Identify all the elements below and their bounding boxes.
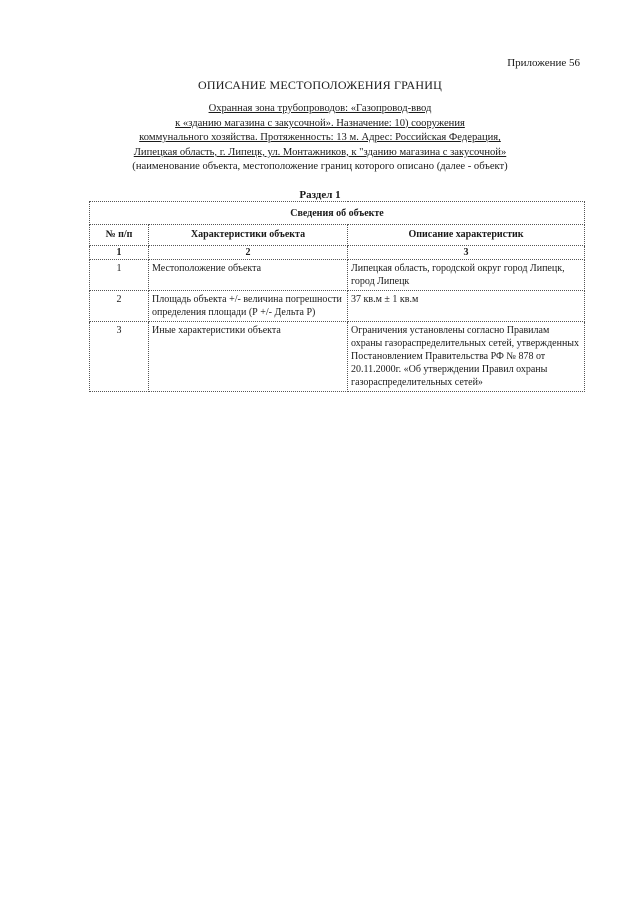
table-row <box>90 291 585 322</box>
table-caption: Сведения об объекте <box>90 202 585 225</box>
row-description: 37 кв.м ± 1 кв.м <box>348 291 585 322</box>
row-num: 1 <box>90 260 149 291</box>
index-cell: 3 <box>348 246 585 260</box>
index-cell: 2 <box>149 246 348 260</box>
table-row <box>90 322 585 392</box>
row-characteristic: Местоположение объекта <box>149 260 348 291</box>
appendix-label: Приложение 56 <box>507 57 580 69</box>
object-name-line: Липецкая область, г. Липецк, ул. Монтажников, к "зданию магазина с закусочной» <box>133 146 507 158</box>
row-characteristic: Площадь объекта +/- величина погрешности определения площади (Р +/- Дельта Р) <box>149 291 348 322</box>
object-name-line: коммунального хозяйства. Протяженность: 13 м. Адрес: Российская Федерация, <box>139 132 501 144</box>
object-name-caption: (наименование объекта, местоположение границ которого описано (далее - объект) <box>132 161 508 173</box>
row-num: 3 <box>90 322 149 392</box>
table-row <box>90 260 585 291</box>
section-title: Раздел 1 <box>299 189 341 201</box>
object-name-line: к «зданию магазина с закусочной». Назначение: 10) сооружения <box>175 117 465 129</box>
document-title: ОПИСАНИЕ МЕСТОПОЛОЖЕНИЯ ГРАНИЦ <box>198 78 442 92</box>
row-description: Ограничения установлены согласно Правилам охраны газораспределительных сетей, утвержденных Постановлением Правительства РФ № 878 от 20.11.2000г. «Об утверждении Правил охраны газораспределительных сетей» <box>348 322 585 392</box>
row-characteristic: Иные характеристики объекта <box>149 322 348 392</box>
row-description: Липецкая область, городской округ город Липецк, город Липецк <box>348 260 585 291</box>
header-characteristic: Характеристики объекта <box>149 225 348 246</box>
header-num: № п/п <box>90 225 149 246</box>
header-description: Описание характеристик <box>348 225 585 246</box>
object-name-line: Охранная зона трубопроводов: «Газопровод-ввод <box>208 103 432 114</box>
row-num: 2 <box>90 291 149 322</box>
object-name-block <box>100 102 540 175</box>
index-cell: 1 <box>90 246 149 260</box>
table-caption-row <box>90 202 585 225</box>
object-info-table <box>89 201 585 392</box>
table-index-row <box>90 246 585 260</box>
table-header-row <box>90 225 585 246</box>
